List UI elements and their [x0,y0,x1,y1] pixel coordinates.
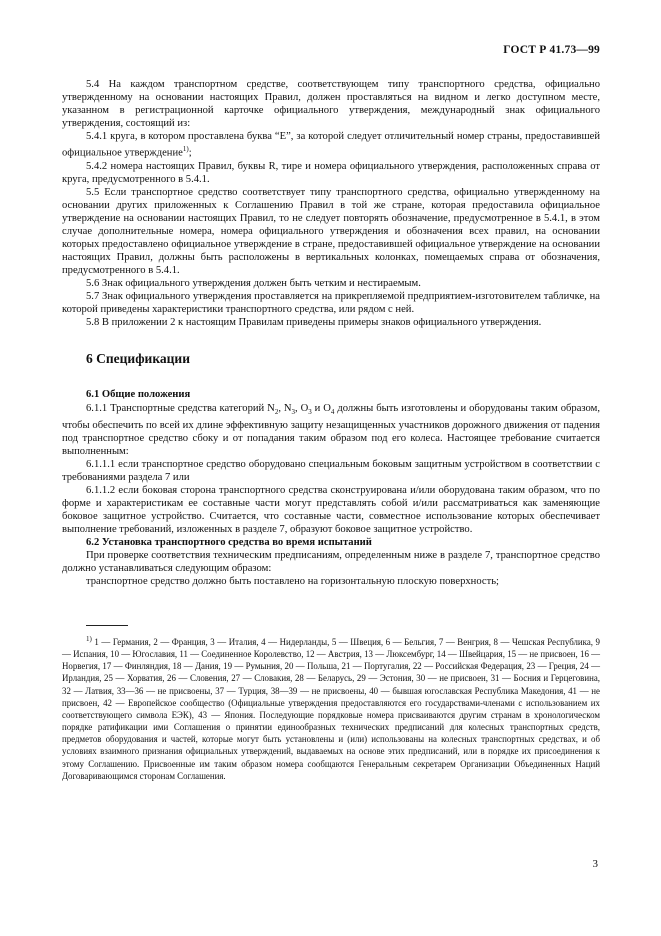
paragraph-5-7: 5.7 Знак официального утверждения проставляется на прикрепляемой предприятием-изготовителем табличке, на которой приведены характеристики транспортного средства, или рядом с ней. [62,291,600,316]
paragraph-6-1-1-1: 6.1.1.1 если транспортное средство оборудовано специальным боковым защитным устройством в соответствии с требованиями раздела 7 или [62,458,600,483]
subscript-3: 3 [291,407,296,416]
subscript-2: 2 [274,407,279,416]
p611-text-e: должны быть изготовлены и оборудованы таким образом, чтобы обеспечить по всей их длине эффективную защиту незащищенных участников дорожного движения от падения под транспортное средство сбоку и от попадания таким образом под его колеса. Настоящее требование считается выполненным: [62,402,600,457]
subscript-4: 4 [330,407,335,416]
paragraph-5-4: 5.4 На каждом транспортном средстве, соответствующем типу транспортного средства, официально утвержденному на основании настоящих Правил, должен проставляться на видном и легко доступном месте, указанном в регистрационной карточке официального утверждения, международный знак официального утверждения, состоящий из: [62,79,600,130]
paragraph-6-1-1 [62,402,600,458]
paragraph-5-6: 5.6 Знак официального утверждения должен быть четким и нестираемым. [86,278,421,290]
paragraph-5-4-2: 5.4.2 номера настоящих Правил, буквы R, тире и номера официального утверждения, расположенных справа от круга, предусмотренного в 5.4.1. [62,160,600,185]
footnote-text [62,633,600,782]
paragraph-6-2-b: транспортное средство должно быть поставлено на горизонтальную плоскую поверхность; [86,576,499,588]
footnote-marker: 1) [86,635,92,643]
paragraph-5-8: 5.8 В приложении 2 к настоящим Правилам приведены примеры знаков официального утверждения. [86,317,542,329]
paragraph-6-2-a: При проверке соответствия техническим предписаниям, определенным ниже в разделе 7, транспортное средство должно устанавливаться следующим образом: [62,550,600,575]
footnote-reference: 1) [182,145,189,154]
footnote-divider [86,625,128,626]
main-text [62,78,600,588]
subsection-title-6-2: 6.2 Установка транспортного средства во время испытаний [86,537,372,549]
footnote-body: 1 — Германия, 2 — Франция, 3 — Италия, 4 — Нидерланды, 5 — Швеция, 6 — Бельгия, 7 — Венгрия, 8 — Чешская Республика, 9 — Испания, 10 — Югославия, 11 — Соединенное Королевство, 12 — Австрия, 13 — Люксембург, 14 — Швейцария, 15 — не присвоен, 16 — Норвегия, 17 — Финляндия, 18 — Дания, 19 — Румыния, 20 — Польша, 21 — Португалия, 22 — Российская Федерация, 23 — Греция, 24 — Ирландия, 25 — Хорватия, 26 — Словения, 27 — Словакия, 28 — Беларусь, 29 — Эстония, 30 — не присвоен, 31 — Босния и Герцеговина, 32 — Латвия, 33—36 — не присвоены, 37 — Турция, 38—39 — не присвоены, 40 — бывшая югославская Республика Македония, 41 — не присвоен, 42 — Европейское сообщество (Официальные утверждения предоставляются его государствами-членами с использованием их соответствующего символа ЕЭК), 43 — Япония. Последующие порядковые номера присваиваются другим странам в хронологическом порядке ратификации ими Соглашения о принятии единообразных технических предписаний для колесных транспортных средств, предметов оборудования и частей, которые могут быть установлены и (или) использованы на колесных транспортных средствах, и об условиях взаимного признания официальных утверждений, выдаваемых на основе этих предписаний, или в порядке их присоединения к этому Соглашению. Присвоенные им таким образом номера сообщаются Генеральным секретарем Организации Объединенных Наций Договаривающимся сторонам Соглашения. [62,636,600,781]
subsection-title-6-1: 6.1 Общие положения [86,389,191,401]
paragraph-5-4-1: 5.4.1 круга, в котором проставлена буква “E”, за которой следует отличительный номер страны, предоставившей официальное утверждение$^{1)}$; [62,131,600,159]
footnote [62,633,600,782]
p611-text-d: и O [311,402,331,414]
paragraph-6-1-1-2: 6.1.1.2 если боковая сторона транспортного средства сконструирована и/или оборудована таким образом, что по форме и характеристикам ее составные части могут представлять собой и/или рассматриваться как заменяющие боковое защитное устройство. Считается, что составные части, совместное использование которых обеспечивает выполнение требований, изложенных в разделе 7, образуют боковое защитное устройство. [62,484,600,536]
paragraph-5-5: 5.5 Если транспортное средство соответствует типу транспортного средства, официально утвержденному на основании других приложенных к Соглашению Правил в той же стране, которая предоставила официальное утверждение на основании настоящих Правил, то не следует повторять обозначение, предусмотренное в 5.4.1, в этом случае дополнительные номера, номера официального утверждения и обозначения всех правил, на основании которых предоставлено официальное утверждение в стране, предоставившей официальное утверждение на основании настоящих Правил, должны быть расположены в вертикальных колонках, помещаемых справа от обозначения, предусмотренного в 5.4.1. [62,186,600,277]
p611-text-a: 6.1.1 Транспортные средства категорий N [86,402,275,414]
paragraph-5-4-1-text: 5.4.1 круга, в котором проставлена буква “E”, за которой следует отличительный номер страны, предоставившей официальное утверждение [62,131,600,159]
section-title: 6 Спецификации [86,351,190,367]
page-number: 3 [592,858,598,870]
p611-text-b: , N [278,402,292,414]
p611-text-c: , O [295,402,309,414]
subscript-3b: 3 [308,407,312,416]
document-code-header: ГОСТ Р 41.73—99 [503,44,600,56]
